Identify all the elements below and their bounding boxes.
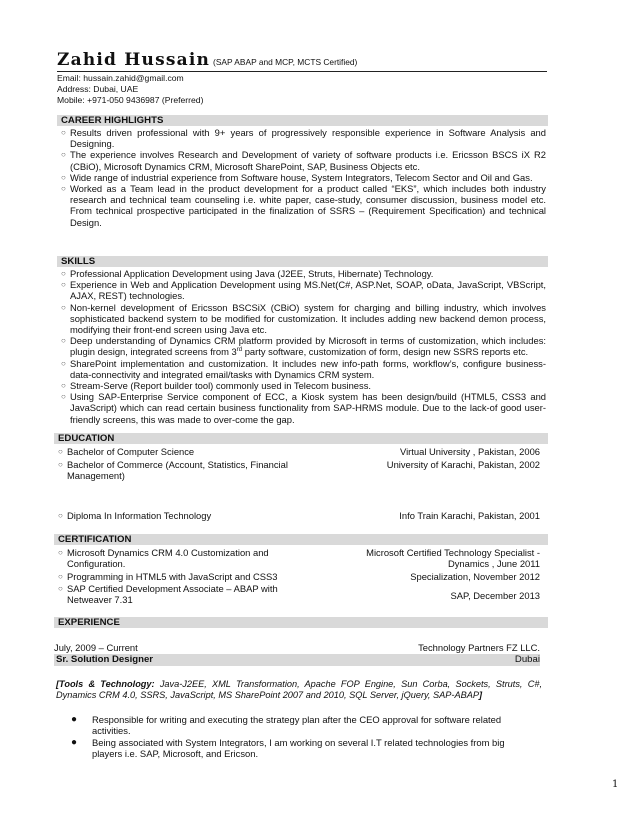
skills-heading: SKILLS [57,256,548,267]
list-item: ○ Non-kernel development of Ericsson BSCSiX (CBiO) system for charging and billing industry, which involves sophisticated backend system to be modified for customization. It includes adding new backend demon process, modifying their front-end screen using Java etc. [61,301,546,336]
bullet-icon: ○ [61,172,66,182]
certification-name: Programming in HTML5 with JavaScript and CSS3 [67,571,278,582]
address-line: Address: Dubai, UAE [57,83,139,94]
certification-detail: Specialization, November 2012 [410,571,540,582]
job-role: Sr. Solution Designer [56,654,154,665]
mobile-line: Mobile: +971-050 9436987 (Preferred) [57,94,204,105]
contact-block [57,73,203,105]
list-item: ○ Stream-Serve (Report builder tool) commonly used in Telecom business. [61,380,371,392]
certification-name: SAP Certified Development Associate – ABAP with [67,583,278,594]
bullet-icon: ○ [61,381,66,391]
bullet-icon: ○ [61,184,66,194]
degree: Bachelor of Commerce (Account, Statistics, Financial [67,459,288,470]
experience-heading: EXPERIENCE [54,617,548,628]
bullet-icon: ○ [58,460,63,469]
bullet-icon: ○ [61,269,66,278]
certification-detail: SAP, December 2013 [450,590,540,601]
bullet-icon: ● [71,736,78,748]
bullet-icon: ○ [61,336,66,346]
name-line [57,50,557,70]
certification-detail-cont: Dynamics , June 2011 [447,558,540,570]
bullet-icon: ○ [58,447,63,456]
list-item: ○ Using SAP-Enterprise Service component of ECC, a Kiosk system has been design/build (HTML5, CSS3 and JavaScript) which can read certain business functionality from SAP-HRMS module. Due to the lack-of good user-friendly screens, this was made to over-come the gap. [61,391,546,425]
bullet-icon: ● [71,714,78,725]
career-list [57,127,546,228]
duties-list [67,714,535,760]
bullet-icon: ○ [61,128,66,137]
job-period: July, 2009 – Current [54,642,138,653]
list-item: ○ Worked as a Team lead in the product development for a product called “EKS”, which includes both industry research and technical team counseling i.e. white paper, case-study, consumer discussion, business model etc. From technical prospective participated in the finalization of SSRS – (Requirement Specification) and technical Design. [61,183,546,228]
bullet-icon: ○ [58,572,63,581]
certification-name: Microsoft Dynamics CRM 4.0 Customization and [67,547,269,558]
institution: Info Train Karachi, Pakistan, 2001 [399,510,540,521]
bullet-icon: ○ [61,280,66,290]
bullet-icon: ○ [61,150,66,160]
list-item: ● Responsible for writing and executing the strategy plan after the CEO approval for software related activities. [71,714,502,737]
page-number: 1 [612,779,619,790]
degree: Diploma In Information Technology [67,510,212,521]
certification-name-cont: Netweaver 7.31 [67,594,133,606]
credentials: (SAP ABAP and MCP, MCTS Certified) [213,57,358,67]
tools-text: Java-J2EE, XML Transformation, Apache FOP Engine, Sun Corba, Sockets, Struts, C#, Dynamics CRM 4.0, SSRS, JavaScript, MS SharePoint 2007 and 2010, SQL Server, jQuery, SAP-ABAP [56,679,542,701]
list-item: ○ Results driven professional with 9+ years of progressively responsible experience in Software Analysis and Designing. [61,127,546,150]
company-name: Technology Partners FZ LLC. [418,642,540,653]
list-item: ● Being associated with System Integrators, I am working on several I.T related technologies from big players i.e. SAP, Microsoft, and Ericson. [71,736,505,760]
experience-period-row [54,642,540,654]
degree-cont: Management) [67,470,125,482]
tools-technology [56,679,542,701]
list-item: ○ SharePoint implementation and customization. It includes new info-path forms, workflow’s, configure business-data-connectivity and integrated email/tasks with Dynamics CRM system. [61,357,546,380]
list-item: ○ The experience involves Research and Development of variety of software products i.e. Ericsson BSCS iX R2 (CBiO), Microsoft Dynamics CRM, Microsoft SharePoint, SAP, Business Objects etc. [61,149,546,172]
certification-detail: Microsoft Certified Technology Specialist - [366,547,540,558]
job-location: Dubai [514,654,540,665]
tools-label: [Tools & Technology: [56,679,155,689]
bullet-icon: ○ [61,302,66,312]
list-item: ○ Experience in Web and Application Development using MS.Net(C#, ASP.Net, SOAP, oData, JavaScript, VBScript, AJAX, REST) technologies. [61,279,546,302]
list-item: ○ Wide range of industrial experience from Software house, System Integrators, Telecom Sector and Oil and Gas. [61,171,533,183]
career-heading: CAREER HIGHLIGHTS [57,115,548,126]
institution: Virtual University , Pakistan, 2006 [400,446,540,457]
list-item: ○ Deep understanding of Dynamics CRM platform provided by Microsoft in terms of customization, which includes: plugin design, integrated screens from 3rd party software, customization of form, design new SSRS reports etc. [61,335,546,358]
education-heading: EDUCATION [54,433,548,444]
institution: University of Karachi, Pakistan, 2002 [386,459,540,470]
bullet-icon: ○ [58,548,63,557]
email-line: Email: hussain.zahid@gmail.com [57,73,184,83]
tools-end: ] [478,690,483,701]
header-divider [57,71,547,72]
degree: Bachelor of Computer Science [67,446,195,457]
bullet-icon: ○ [61,392,66,402]
skills-list [57,268,546,425]
experience-role-row [54,654,540,666]
certification-heading: CERTIFICATION [54,534,548,545]
bullet-icon: ○ [58,511,63,520]
bullet-icon: ○ [58,584,63,593]
list-item: ○ Professional Application Development using Java (J2EE, Struts, Hibernate) Technology. [61,268,434,279]
bullet-icon: ○ [61,358,66,368]
candidate-name: Zahid Hussain [57,50,211,70]
certification-name-cont: Configuration. [67,558,126,570]
